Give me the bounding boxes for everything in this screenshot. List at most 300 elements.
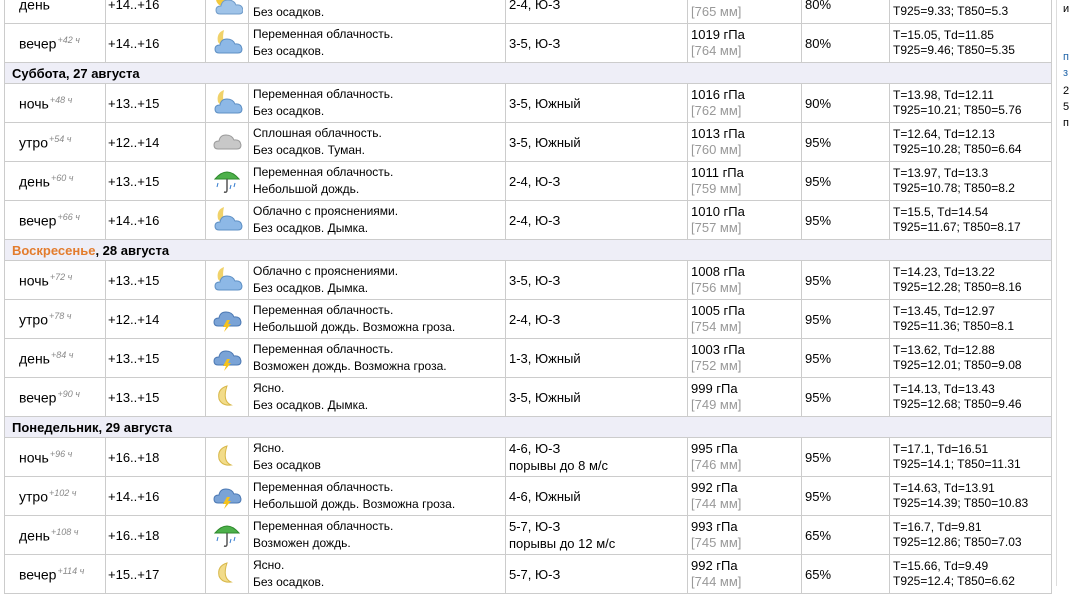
temperature-cell [106,201,206,240]
wind-speed-direction: 5-7, Ю-З [509,566,561,582]
wind-cell [506,0,688,24]
temperature-range: +16..+18 [108,527,160,543]
wind-speed-direction: 3-5, Южный [509,95,581,111]
tech-t-td: T=14.23, Td=13.22 [893,265,995,279]
humidity-value: 95% [805,449,832,465]
pressure-hpa: 992 гПа [691,480,738,495]
tech-t925-t850: T925=14.39; T850=10.83 [893,496,1029,510]
pressure-hpa: 1016 гПа [691,87,745,102]
description-precip: Без осадков. [253,575,325,589]
weather-icon-cell [206,0,249,24]
pressure-mm: [756 мм] [691,280,742,295]
forecast-row [5,438,1052,477]
weather-icon-cell [206,24,249,63]
day-name: Воскресенье [12,242,96,258]
period-label: вечер [19,212,57,229]
wind-speed-direction: 2-4, Ю-З [509,311,561,327]
humidity-value: 95% [805,134,832,150]
temperature-cell [106,477,206,516]
pressure-hpa: 1013 гПа [691,126,745,141]
sidebar-text: п [1063,51,1069,63]
forecast-row [5,477,1052,516]
tech-t-td: T=12.64, Td=12.13 [893,127,995,141]
period-cell [5,300,106,339]
moon-cloud-icon [211,223,243,237]
humidity-cell [802,555,890,594]
wind-cell [506,438,688,477]
pressure-hpa: 1011 гПа [691,165,744,180]
wind-speed-direction: 3-5, Южный [509,389,581,405]
description-sky: Ясно. [253,558,285,572]
technical-cell [890,84,1052,123]
pressure-hpa: 1010 гПа [691,204,745,219]
description-sky: Переменная облачность. [253,27,394,41]
forecast-offset: +90 ч [57,388,80,399]
temperature-range: +15..+17 [108,566,160,582]
umbrella-rain-icon [211,184,243,198]
tech-t925-t850: T925=9.46; T850=5.35 [893,43,1015,57]
description-precip: Небольшой дождь. Возможна гроза. [253,320,456,334]
wind-speed-direction: 2-4, Ю-З [509,212,561,228]
pressure-cell [688,261,802,300]
tech-t-td: T=14.63, Td=13.91 [893,481,995,495]
temperature-range: +13..+15 [108,173,160,189]
wind-cell [506,24,688,63]
description-precip: Без осадков. [253,5,325,19]
tech-t-td: T=14.13, Td=13.43 [893,382,995,396]
period-cell [5,555,106,594]
pressure-cell [688,24,802,63]
temperature-cell [106,261,206,300]
forecast-row [5,555,1052,594]
day-header-cell [5,240,1052,261]
humidity-value: 90% [805,95,832,111]
weather-icon-cell [206,162,249,201]
description-precip: Небольшой дождь. [253,182,360,196]
period-label: ночь [19,272,49,289]
pressure-mm: [760 мм] [691,142,742,157]
description-sky: Облачно с прояснениями. [253,204,399,218]
weather-icon-cell [206,477,249,516]
description-cell [249,516,506,555]
wind-cell [506,516,688,555]
humidity-value: 95% [805,389,832,405]
forecast-offset: +114 ч [57,565,85,576]
description-cell [249,378,506,417]
description-cell [249,123,506,162]
pressure-cell [688,0,802,24]
temperature-cell [106,0,206,24]
temperature-range: +16..+18 [108,449,160,465]
pressure-cell [688,123,802,162]
pressure-cell [688,162,802,201]
day-date: , 28 августа [95,242,170,258]
forecast-offset: +54 ч [48,133,72,144]
sidebar-text: п [1063,117,1069,129]
wind-speed-direction: 3-5, Южный [509,134,581,150]
tech-t-td: T=13.62, Td=12.88 [893,343,995,357]
description-sky: Переменная облачность. [253,342,394,356]
humidity-value: 95% [805,272,832,288]
description-precip: Возможен дождь. [253,536,351,550]
wind-cell [506,201,688,240]
description-sky: Переменная облачность. [253,519,394,533]
technical-cell [890,339,1052,378]
period-cell [5,438,106,477]
forecast-row [5,261,1052,300]
forecast-wrapper [4,0,1052,594]
forecast-row [5,378,1052,417]
right-sidebar [1056,0,1070,586]
temperature-range: +14..+16 [108,212,160,228]
pressure-hpa: 1003 гПа [691,342,745,357]
wind-speed-direction: 4-6, Южный [509,488,581,504]
day-name: Понедельник [12,419,99,435]
wind-speed-direction: 4-6, Ю-З [509,441,561,456]
description-precip: Возможен дождь. Возможна гроза. [253,359,447,373]
pressure-hpa: 999 гПа [691,381,738,396]
thunder-cloud-icon [211,361,243,375]
tech-t925-t850: T925=12.01; T850=9.08 [893,358,1022,372]
thunder-cloud-icon [211,322,243,336]
sidebar-text: и [1063,3,1070,15]
pressure-cell [688,438,802,477]
description-sky: Ясно. [253,441,285,455]
description-cell [249,339,506,378]
weather-icon-cell [206,261,249,300]
thunder-cloud-icon [211,499,243,513]
forecast-offset: +84 ч [50,349,74,360]
temperature-cell [106,162,206,201]
day-header-row [5,240,1052,261]
period-cell [5,162,106,201]
weather-icon-cell [206,555,249,594]
technical-cell [890,24,1052,63]
tech-t-td: T=13.98, Td=12.11 [893,88,994,102]
wind-gusts: порывы до 12 м/с [509,536,616,551]
forecast-row [5,162,1052,201]
description-sky: Переменная облачность. [253,87,394,101]
weather-icon-cell [206,123,249,162]
description-cell [249,261,506,300]
period-cell [5,378,106,417]
description-precip: Без осадков. Дымка. [253,281,369,295]
humidity-cell [802,0,890,24]
wind-cell [506,300,688,339]
period-label: утро [19,311,48,328]
wind-cell [506,84,688,123]
moon-cloud-icon [211,46,243,60]
temperature-range: +13..+15 [108,389,160,405]
pressure-hpa: 1005 гПа [691,303,745,318]
umbrella-rain-icon [211,538,243,552]
day-header-cell [5,417,1052,438]
forecast-row [5,24,1052,63]
description-precip: Без осадков. [253,44,325,58]
description-precip: Без осадков. Дымка. [253,398,369,412]
pressure-cell [688,555,802,594]
description-sky: Переменная облачность. [253,303,394,317]
description-precip: Без осадков [253,458,321,472]
temperature-range: +13..+15 [108,95,160,111]
period-label: вечер [19,389,57,406]
tech-t925-t850: T925=12.4; T850=6.62 [893,574,1015,588]
temperature-cell [106,555,206,594]
wind-cell [506,477,688,516]
humidity-value: 95% [805,212,832,228]
pressure-cell [688,516,802,555]
humidity-cell [802,24,890,63]
humidity-value: 80% [805,35,832,51]
temperature-range: +14..+16 [108,0,160,12]
wind-speed-direction: 1-3, Южный [509,350,581,366]
sun-cloud-icon [211,7,243,21]
period-label: вечер [19,35,57,52]
technical-cell [890,438,1052,477]
day-header-row [5,417,1052,438]
period-label: день [19,173,50,190]
temperature-range: +13..+15 [108,350,160,366]
temperature-cell [106,378,206,417]
pressure-cell [688,201,802,240]
forecast-row [5,516,1052,555]
tech-t-td: T=17.1, Td=16.51 [893,442,989,456]
forecast-row [5,339,1052,378]
description-sky: Сплошная облачность. [253,126,382,140]
description-cell [249,0,506,24]
pressure-mm: [744 мм] [691,574,742,589]
day-header-cell [5,63,1052,84]
tech-t925-t850: T925=12.28; T850=8.16 [893,280,1022,294]
period-label: ночь [19,95,49,112]
weather-icon-cell [206,300,249,339]
wind-cell [506,339,688,378]
technical-cell [890,123,1052,162]
description-sky: Ясно. [253,381,285,395]
forecast-row [5,201,1052,240]
forecast-row [5,0,1052,24]
forecast-offset: +78 ч [48,310,72,321]
pressure-mm: [745 мм] [691,535,742,550]
description-cell [249,438,506,477]
period-cell [5,477,106,516]
description-cell [249,162,506,201]
weather-icon-cell [206,339,249,378]
moon-icon [211,577,243,591]
period-cell [5,84,106,123]
sidebar-text: 5 [1063,101,1070,113]
moon-cloud-icon [211,106,243,120]
pressure-mm: [752 мм] [691,358,742,373]
pressure-hpa: 993 гПа [691,519,738,534]
day-header-row [5,63,1052,84]
wind-speed-direction: 3-5, Ю-З [509,272,561,288]
pressure-hpa: 992 гПа [691,558,738,573]
forecast-offset: +72 ч [49,271,73,282]
day-name: Суббота [12,65,66,81]
period-cell [5,0,106,24]
period-cell [5,516,106,555]
humidity-value: 65% [805,566,832,582]
period-label: день [19,350,50,367]
forecast-row [5,300,1052,339]
humidity-cell [802,516,890,555]
description-sky: Переменная облачность. [253,165,394,179]
humidity-cell [802,339,890,378]
humidity-value: 95% [805,488,832,504]
pressure-cell [688,378,802,417]
period-label: утро [19,134,48,151]
technical-cell [890,162,1052,201]
temperature-cell [106,339,206,378]
pressure-hpa: 995 гПа [691,441,738,456]
forecast-offset: +42 ч [57,34,80,45]
sidebar-text: з [1063,67,1069,79]
humidity-value: 80% [805,0,832,12]
forecast-offset: +102 ч [48,487,77,498]
description-sky: Облачно с прояснениями. [253,264,399,278]
pressure-cell [688,300,802,339]
wind-cell [506,555,688,594]
tech-t925-t850: T925=9.33; T850=5.3 [893,4,1009,18]
moon-cloud-icon [211,283,243,297]
overcast-icon [211,145,243,159]
description-precip: Без осадков. Туман. [253,143,365,157]
tech-t925-t850: T925=11.36; T850=8.1 [893,319,1014,333]
description-cell [249,24,506,63]
wind-cell [506,123,688,162]
period-label: день [19,0,50,13]
description-sky: Переменная облачность. [253,480,394,494]
temperature-range: +12..+14 [108,311,160,327]
humidity-cell [802,162,890,201]
pressure-mm: [757 мм] [691,220,742,235]
technical-cell [890,477,1052,516]
day-date: , 27 августа [65,65,140,81]
period-label: вечер [19,566,57,583]
humidity-cell [802,201,890,240]
tech-t-td: T=16.7, Td=9.81 [893,520,982,534]
temperature-range: +14..+16 [108,35,160,51]
forecast-table [4,0,1052,594]
wind-cell [506,162,688,201]
humidity-value: 95% [805,311,832,327]
day-date: , 29 августа [98,419,173,435]
pressure-mm: [762 мм] [691,103,742,118]
wind-speed-direction: 3-5, Ю-З [509,35,561,51]
forecast-offset: +108 ч [50,526,79,537]
technical-cell [890,0,1052,24]
period-label: ночь [19,449,49,466]
tech-t925-t850: T925=10.21; T850=5.76 [893,103,1022,117]
forecast-offset: +60 ч [50,172,74,183]
wind-speed-direction: 2-4, Ю-З [509,0,561,12]
period-cell [5,24,106,63]
description-precip: Без осадков. Дымка. [253,221,369,235]
tech-t-td: T=15.5, Td=14.54 [893,205,989,219]
temperature-cell [106,84,206,123]
period-cell [5,339,106,378]
technical-cell [890,261,1052,300]
humidity-cell [802,477,890,516]
tech-t-td: T=15.05, Td=11.85 [893,28,994,42]
pressure-cell [688,339,802,378]
temperature-cell [106,24,206,63]
period-label: утро [19,488,48,505]
period-cell [5,201,106,240]
temperature-cell [106,123,206,162]
tech-t925-t850: T925=10.78; T850=8.2 [893,181,1015,195]
pressure-mm: [764 мм] [691,43,742,58]
technical-cell [890,555,1052,594]
description-cell [249,555,506,594]
temperature-cell [106,516,206,555]
period-label: день [19,527,50,544]
pressure-cell [688,477,802,516]
moon-icon [211,460,243,474]
moon-icon [211,400,243,414]
technical-cell [890,300,1052,339]
period-cell [5,261,106,300]
wind-speed-direction: 2-4, Ю-З [509,173,561,189]
description-cell [249,300,506,339]
humidity-value: 65% [805,527,832,543]
humidity-cell [802,438,890,477]
tech-t925-t850: T925=14.1; T850=11.31 [893,457,1021,471]
weather-icon-cell [206,201,249,240]
humidity-cell [802,123,890,162]
temperature-cell [106,438,206,477]
tech-t925-t850: T925=12.68; T850=9.46 [893,397,1022,411]
technical-cell [890,516,1052,555]
description-cell [249,84,506,123]
technical-cell [890,378,1052,417]
temperature-range: +14..+16 [108,488,160,504]
weather-icon-cell [206,438,249,477]
temperature-range: +12..+14 [108,134,160,150]
pressure-cell [688,84,802,123]
pressure-hpa: 1008 гПа [691,264,745,279]
humidity-cell [802,378,890,417]
weather-icon-cell [206,378,249,417]
humidity-value: 95% [805,173,832,189]
wind-gusts: порывы до 8 м/с [509,458,609,473]
pressure-mm: [754 мм] [691,319,742,334]
tech-t-td: T=15.66, Td=9.49 [893,559,989,573]
forecast-row [5,84,1052,123]
humidity-cell [802,300,890,339]
description-precip: Небольшой дождь. Возможна гроза. [253,497,456,511]
wind-cell [506,261,688,300]
pressure-mm: [765 мм] [691,4,742,19]
pressure-mm: [749 мм] [691,397,742,412]
tech-t925-t850: T925=11.67; T850=8.17 [893,220,1021,234]
temperature-range: +13..+15 [108,272,160,288]
description-precip: Без осадков. [253,104,325,118]
period-cell [5,123,106,162]
sidebar-text: 2 [1063,85,1070,97]
forecast-body [5,0,1052,594]
description-cell [249,201,506,240]
forecast-row [5,123,1052,162]
forecast-offset: +96 ч [49,448,73,459]
tech-t925-t850: T925=10.28; T850=6.64 [893,142,1022,156]
temperature-cell [106,300,206,339]
pressure-hpa: 1019 гПа [691,27,745,42]
description-cell [249,477,506,516]
wind-cell [506,378,688,417]
pressure-mm: [744 мм] [691,496,742,511]
